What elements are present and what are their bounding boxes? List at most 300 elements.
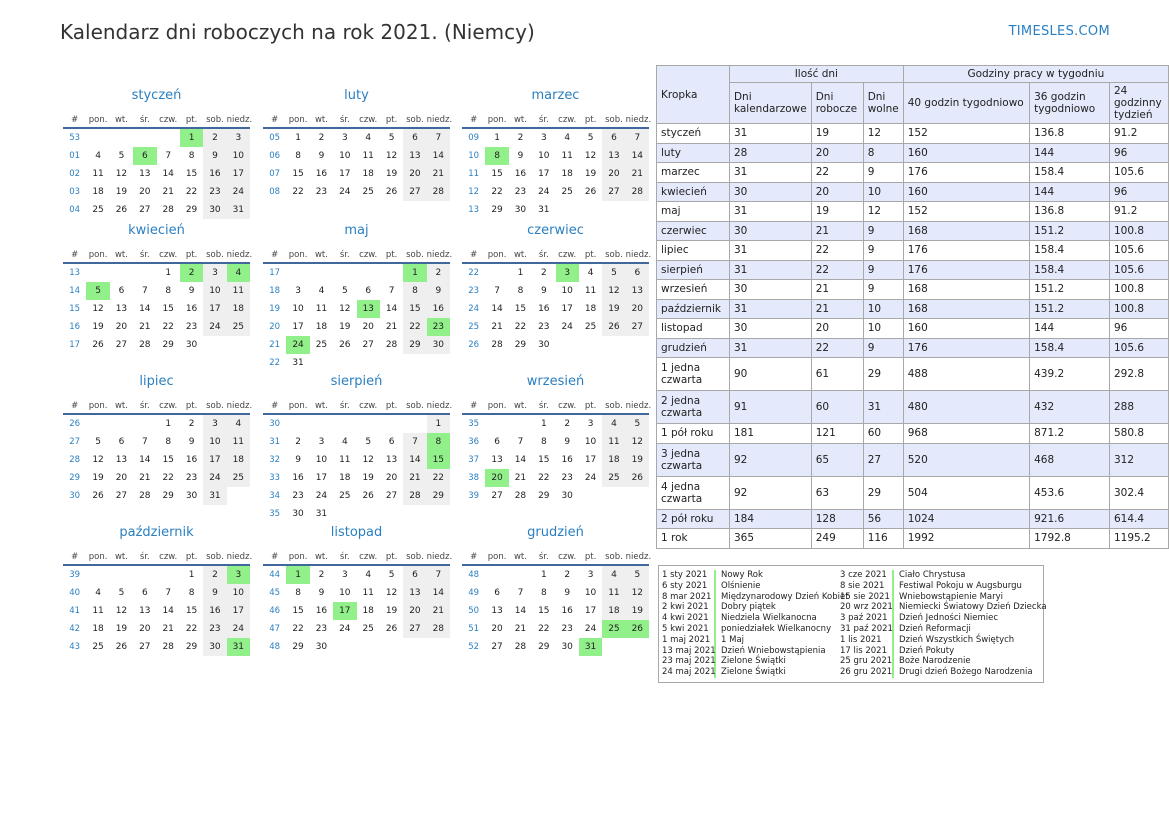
value-cell: 105.6 [1110,241,1169,261]
week-row [263,183,450,201]
day-cell: 30 [292,509,304,519]
month-name: lipiec [139,374,174,389]
period-cell: październik [657,299,730,319]
value-cell: 312 [1110,443,1169,476]
week-row [263,318,450,336]
holiday-date: 5 kwi 2021 [662,624,716,635]
day-cell: 17 [227,165,250,183]
holiday-date: 24 maj 2021 [662,667,716,678]
value-cell: 92 [729,443,811,476]
value-cell: 31 [729,202,811,222]
day-cell: 20 [403,602,426,620]
month-name: październik [119,525,194,540]
day-cell: 13 [403,584,426,602]
day-cell: 10 [203,433,226,451]
day-cell: 21 [139,473,151,483]
week-row [462,638,649,656]
day-cell: 16 [427,300,450,318]
week-number: 35 [468,419,480,429]
week-number: 25 [468,322,480,332]
day-cell: 6 [494,588,500,598]
weekday-label: wt. [314,250,328,260]
month-name: kwiecień [128,223,185,238]
day-cell: 17 [227,602,250,620]
empty-cell [110,415,133,433]
day-cell: 1 [540,570,547,580]
day-cell: 2 [318,570,325,580]
value-cell: 176 [903,338,1029,358]
holiday-item [840,602,1047,613]
weekday-label: pon. [288,250,308,260]
holiday-name: Dzień Jedności Niemiec [899,613,999,624]
week-row [462,487,649,505]
holiday-date: 20 wrz 2021 [840,602,893,613]
week-row [263,129,450,147]
weekday-label: wt. [513,250,527,260]
stats-row [657,202,1169,222]
value-cell: 29 [863,358,903,391]
day-cell: 6 [141,588,148,598]
stats-row [657,221,1169,241]
value-cell: 176 [903,163,1029,183]
day-cell: 26 [92,340,104,350]
holiday-name: Międzynarodowy Dzień Kobiet [721,591,849,602]
day-cell: 7 [141,286,148,296]
week-number: 48 [269,642,281,652]
day-cell: 26 [115,642,128,652]
week-row [63,183,250,201]
day-cell: 7 [427,129,450,147]
value-cell: 100.8 [1110,221,1169,241]
month-10 [63,522,253,656]
weekday-label: śr. [139,401,150,411]
weekday-label: czw. [359,115,378,125]
day-cell: 23 [185,473,198,483]
value-cell: 100.8 [1110,299,1169,319]
value-cell: 22 [811,260,863,280]
holiday-day-cell: 20 [485,469,508,487]
day-cell: 29 [292,642,304,652]
week-row [462,602,649,620]
holiday-name: poniedziałek Wielkanocny [721,624,832,634]
day-cell: 20 [115,322,128,332]
week-row [462,451,649,469]
weekday-label: pon. [88,115,108,125]
weekday-header [462,399,652,415]
day-cell: 24 [315,491,328,501]
day-cell: 1 [540,419,547,429]
day-cell: 14 [626,147,649,165]
day-cell: 18 [362,606,374,616]
holiday-item [840,635,1014,646]
day-cell: 8 [165,437,172,447]
day-cell: 11 [227,433,250,451]
day-cell: 10 [315,455,328,465]
empty-cell [357,354,380,372]
day-cell: 13 [491,455,503,465]
day-cell: 14 [385,304,398,314]
day-cell: 11 [227,282,250,300]
month-2 [263,85,453,201]
day-cell: 27 [115,491,128,501]
holiday-date: 1 maj 2021 [662,635,716,646]
day-cell: 6 [403,129,426,147]
day-cell: 24 [584,473,597,483]
day-cell: 2 [427,264,450,282]
weekday-label: pt. [584,250,597,260]
week-number: 17 [269,268,281,278]
day-cell: 7 [626,129,649,147]
day-cell: 9 [188,286,195,296]
day-cell: 10 [584,437,597,447]
weekday-label: # [71,552,79,562]
week-number: 32 [269,455,281,465]
day-cell: 4 [365,133,372,143]
day-cell: 5 [602,264,625,282]
weekday-label: czw. [159,401,178,411]
value-cell: 31 [729,241,811,261]
day-cell: 4 [341,437,348,447]
week-number: 26 [468,340,480,350]
holiday-day-cell: 31 [579,638,602,656]
day-cell: 21 [626,165,649,183]
empty-cell [485,566,508,584]
day-cell: 19 [385,606,398,616]
week-number: 02 [69,169,81,179]
value-cell: 292.8 [1110,358,1169,391]
day-cell: 14 [139,304,151,314]
holiday-item [840,570,965,581]
value-cell: 31 [729,299,811,319]
weekday-label: niedz. [426,552,453,562]
day-cell: 28 [514,491,527,501]
stats-row [657,319,1169,339]
holiday-date: 25 gru 2021 [840,656,893,667]
day-cell: 16 [203,165,226,183]
day-cell: 21 [139,322,151,332]
day-cell: 5 [118,151,125,161]
week-number: 11 [468,169,480,179]
col-period-header: Kropka [657,66,730,124]
site-link[interactable]: TIMESLES.COM [1008,24,1110,39]
day-cell: 30 [185,340,198,350]
value-cell: 22 [811,338,863,358]
weekday-label: wt. [513,552,527,562]
day-cell: 4 [95,151,101,161]
day-cell: 11 [561,151,573,161]
day-cell: 20 [602,165,625,183]
day-cell: 2 [203,129,226,147]
value-cell: 29 [863,476,903,509]
day-cell: 14 [427,584,450,602]
day-cell: 10 [227,584,250,602]
day-cell: 23 [561,473,573,483]
week-number: 24 [468,304,480,314]
value-cell: 10 [863,182,903,202]
week-number: 35 [269,509,281,519]
weekday-label: niedz. [226,552,253,562]
period-cell: 1 jedna czwarta [657,358,730,391]
value-cell: 504 [903,476,1029,509]
day-cell: 28 [139,340,151,350]
day-cell: 5 [388,133,395,143]
day-cell: 16 [203,602,226,620]
day-cell: 29 [185,642,198,652]
value-cell: 921.6 [1030,509,1110,529]
holiday-day-cell: 1 [403,264,426,282]
day-cell: 28 [162,642,174,652]
value-cell: 21 [811,221,863,241]
value-cell: 144 [1030,182,1110,202]
week-row [462,433,649,451]
value-cell: 1195.2 [1110,529,1169,549]
day-cell: 1 [165,419,172,429]
value-cell: 27 [863,443,903,476]
day-cell: 27 [626,318,649,336]
weekday-label: niedz. [625,115,652,125]
day-cell: 19 [339,322,351,332]
week-row [462,336,649,354]
value-cell: 30 [729,182,811,202]
day-cell: 26 [385,624,398,634]
weekday-label: sob. [406,115,424,125]
stats-row [657,182,1169,202]
weekday-label: wt. [513,115,527,125]
holiday-name: Zielone Świątki [721,656,786,667]
weekday-label: sob. [406,250,424,260]
day-cell: 4 [318,286,325,296]
holiday-name: Wniebowstąpienie Maryi [899,591,1003,602]
day-cell: 11 [339,455,351,465]
weekday-label: pon. [487,401,507,411]
day-cell: 11 [362,151,374,161]
weekday-label: czw. [558,250,577,260]
week-number: 21 [269,340,281,350]
weekday-label: pt. [385,552,398,562]
week-number: 40 [69,588,81,598]
day-cell: 3 [587,419,594,429]
day-cell: 8 [188,588,195,598]
day-cell: 15 [185,169,198,179]
week-row [63,282,250,300]
holiday-day-cell: 31 [227,638,250,656]
weekday-header [462,248,652,264]
empty-cell [602,487,625,505]
week-number: 19 [269,304,281,314]
week-row [462,584,649,602]
holiday-date: 3 cze 2021 [840,570,894,581]
week-number: 26 [69,419,81,429]
day-cell: 10 [339,588,351,598]
holiday-item [662,613,817,624]
empty-cell [286,415,309,433]
day-cell: 6 [626,264,649,282]
holiday-item [840,646,954,657]
empty-cell [427,505,450,523]
holiday-name: Dzień Reformacji [899,624,971,634]
day-cell: 25 [227,469,250,487]
day-cell: 3 [341,570,348,580]
empty-cell [509,415,532,433]
day-cell: 6 [118,286,125,296]
day-cell: 21 [385,322,398,332]
week-row [63,433,250,451]
empty-cell [86,566,109,584]
weekday-label: pt. [185,552,198,562]
weekday-header [63,248,253,264]
day-cell: 22 [538,624,550,634]
month-name: styczeń [131,88,182,103]
value-cell: 96 [1110,319,1169,339]
weekday-label: # [71,401,79,411]
period-cell: maj [657,202,730,222]
day-cell: 25 [227,318,250,336]
day-cell: 16 [315,169,328,179]
day-cell: 5 [118,588,125,598]
week-number: 05 [269,133,281,143]
day-cell: 1 [427,415,450,433]
empty-cell [110,566,133,584]
value-cell: 160 [903,143,1029,163]
holiday-item [840,592,1003,603]
week-number: 53 [69,133,81,143]
week-number: 37 [468,455,480,465]
day-cell: 28 [626,183,649,201]
week-row [462,264,649,282]
day-cell: 17 [561,304,573,314]
day-cell: 20 [491,624,503,634]
day-cell: 10 [561,286,573,296]
day-cell: 13 [626,282,649,300]
weekday-header [263,550,453,566]
weekday-label: wt. [114,250,128,260]
day-cell: 21 [162,187,174,197]
empty-cell [333,505,356,523]
day-cell: 10 [203,282,226,300]
day-cell: 8 [517,286,524,296]
weekday-label: wt. [114,401,128,411]
day-cell: 15 [491,169,503,179]
weekday-label: pt. [385,250,398,260]
value-cell: 184 [729,509,811,529]
empty-cell [157,129,180,147]
day-cell: 28 [403,487,426,505]
weekday-label: sob. [206,250,224,260]
day-cell: 25 [584,322,597,332]
empty-cell [357,415,380,433]
weekday-label: # [470,401,478,411]
week-number: 01 [69,151,81,161]
day-cell: 24 [227,620,250,638]
weekday-label: pon. [288,552,308,562]
day-cell: 2 [517,133,524,143]
month-5 [263,220,453,372]
col-working-days: Dni robocze [811,83,863,124]
month-name: luty [344,88,369,103]
holiday-date: 15 sie 2021 [840,592,894,603]
value-cell: 136.8 [1030,202,1110,222]
day-cell: 28 [514,642,527,652]
weekday-label: śr. [538,250,549,260]
weekday-header [263,113,453,129]
week-row [462,282,649,300]
empty-cell [310,264,333,282]
day-cell: 12 [92,455,104,465]
value-cell: 9 [863,221,903,241]
day-cell: 14 [139,455,151,465]
week-number: 20 [269,322,281,332]
day-cell: 27 [491,491,503,501]
empty-cell [403,354,426,372]
weekday-label: pon. [487,250,507,260]
day-cell: 20 [115,473,128,483]
month-1 [63,85,253,219]
empty-cell [380,354,403,372]
week-number: 13 [69,268,81,278]
week-row [462,620,649,638]
day-cell: 30 [315,642,328,652]
holiday-date: 31 paź 2021 [840,624,893,634]
weekday-label: śr. [139,552,150,562]
day-cell: 13 [385,455,398,465]
day-cell: 12 [339,304,351,314]
day-cell: 18 [584,304,597,314]
day-cell: 24 [561,322,573,332]
holiday-date: 3 paź 2021 [840,613,894,624]
empty-cell [380,264,403,282]
weekday-label: # [271,401,279,411]
day-cell: 7 [494,286,500,296]
day-cell: 4 [602,566,625,584]
week-row [263,147,450,165]
day-cell: 29 [185,205,198,215]
day-cell: 26 [362,491,374,501]
weekday-label: wt. [314,552,328,562]
week-number: 30 [269,419,281,429]
day-cell: 3 [203,264,226,282]
day-cell: 31 [203,487,226,505]
day-cell: 27 [362,340,374,350]
day-cell: 26 [626,469,649,487]
week-row [462,300,649,318]
week-number: 23 [468,286,480,296]
period-cell: kwiecień [657,182,730,202]
weekday-label: czw. [159,552,178,562]
holiday-day-cell: 26 [626,620,649,638]
day-cell: 20 [139,624,151,634]
day-cell: 24 [227,183,250,201]
weekday-label: pt. [185,115,198,125]
day-cell: 5 [626,566,649,584]
week-row [263,638,450,656]
weekday-header [263,399,453,415]
day-cell: 17 [203,451,226,469]
holiday-date: 2 kwi 2021 [662,602,716,613]
value-cell: 30 [729,319,811,339]
week-row [462,415,649,433]
value-cell: 60 [811,391,863,424]
empty-cell [556,336,579,354]
value-cell: 136.8 [1030,124,1110,144]
holiday-day-cell: 13 [357,300,380,318]
day-cell: 12 [626,584,649,602]
value-cell: 158.4 [1030,163,1110,183]
day-cell: 2 [564,570,571,580]
weekday-label: # [71,250,79,260]
empty-cell [357,264,380,282]
week-row [462,165,649,183]
weekday-label: śr. [339,250,350,260]
